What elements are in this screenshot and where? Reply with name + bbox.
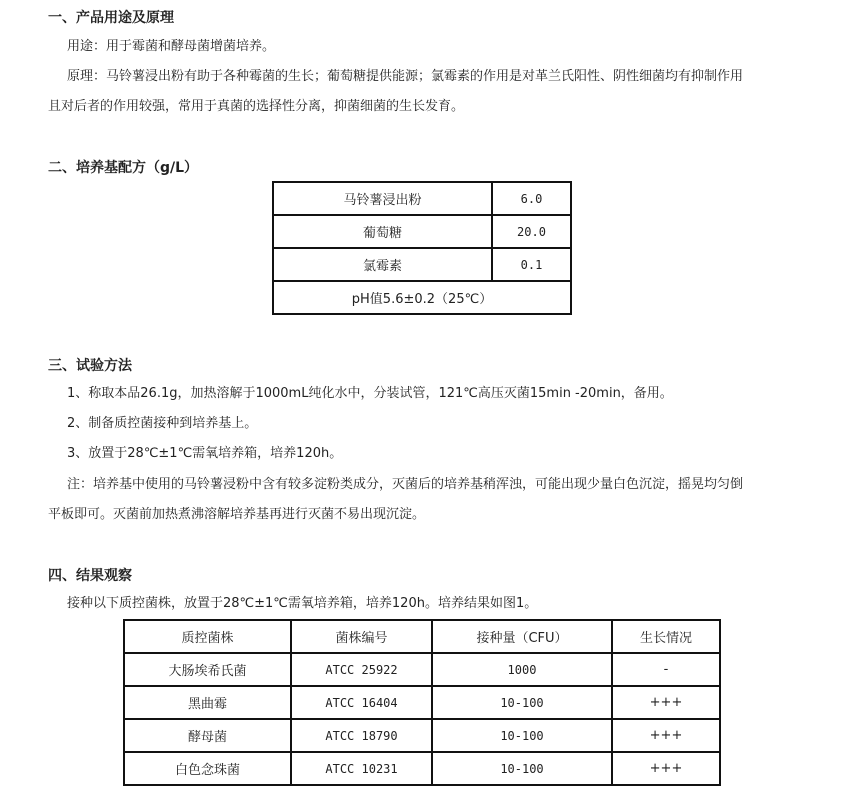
- inoculum-amount: 1000: [432, 653, 612, 686]
- strain-id: ATCC 16404: [291, 686, 432, 719]
- ingredient-name: 葡萄糖: [273, 215, 492, 248]
- method-step-1: 1、称取本品26.1g，加热溶解于1000mL纯化水中，分装试管，121℃高压灭菌15min -20min，备用。: [67, 386, 673, 401]
- header-strain-id: 菌株编号: [291, 620, 432, 653]
- principle-text-line1: 原理：马铃薯浸出粉有助于各种霉菌的生长；葡萄糖提供能源；氯霉素的作用是对革兰氏阳性、阴性细菌均有抑制作用: [67, 69, 744, 84]
- table-row: [124, 719, 720, 752]
- growth-result: +++: [612, 686, 720, 719]
- formula-row: [273, 215, 571, 248]
- strain-id: ATCC 18790: [291, 719, 432, 752]
- note-text-line2: 平板即可。灭菌前加热煮沸溶解培养基再进行灭菌不易出现沉淀。: [48, 507, 426, 522]
- inoculum-amount: 10-100: [432, 752, 612, 785]
- ingredient-name: 马铃薯浸出粉: [273, 182, 492, 215]
- usage-text: 用途：用于霉菌和酵母菌增菌培养。: [67, 39, 276, 54]
- section4-heading: 四、结果观察: [48, 568, 132, 584]
- inoculum-amount: 10-100: [432, 719, 612, 752]
- method-step-2: 2、制备质控菌接种到培养基上。: [67, 416, 258, 431]
- table-row: [124, 653, 720, 686]
- ingredient-amount: 20.0: [492, 215, 571, 248]
- ph-value: pH值5.6±0.2（25℃）: [273, 281, 571, 314]
- table-row: [124, 686, 720, 719]
- ingredient-amount: 0.1: [492, 248, 571, 281]
- strain-id: ATCC 25922: [291, 653, 432, 686]
- formula-row: [273, 248, 571, 281]
- note-text-line1: 注：培养基中使用的马铃薯浸粉中含有较多淀粉类成分，灭菌后的培养基稍浑浊，可能出现少量白色沉淀，摇晃均匀倒: [67, 477, 744, 492]
- growth-result: +++: [612, 719, 720, 752]
- strain-name: 酵母菌: [124, 719, 291, 752]
- results-intro: 接种以下质控菌株，放置于28℃±1℃需氧培养箱，培养120h。培养结果如图1。: [67, 596, 538, 611]
- section2-heading: 二、培养基配方（g/L）: [48, 160, 199, 176]
- results-header-row: [124, 620, 720, 653]
- ingredient-amount: 6.0: [492, 182, 571, 215]
- table-row: [124, 752, 720, 785]
- results-table: [123, 619, 721, 786]
- inoculum-amount: 10-100: [432, 686, 612, 719]
- formula-table: [272, 181, 572, 315]
- strain-name: 大肠埃希氏菌: [124, 653, 291, 686]
- header-strain: 质控菌株: [124, 620, 291, 653]
- header-growth: 生长情况: [612, 620, 720, 653]
- formula-row-ph: [273, 281, 571, 314]
- strain-name: 黑曲霉: [124, 686, 291, 719]
- method-step-3: 3、放置于28℃±1℃需氧培养箱，培养120h。: [67, 446, 343, 461]
- ingredient-name: 氯霉素: [273, 248, 492, 281]
- formula-row: [273, 182, 571, 215]
- header-inoculum: 接种量（CFU）: [432, 620, 612, 653]
- principle-text-line2: 且对后者的作用较强，常用于真菌的选择性分离，抑菌细菌的生长发育。: [48, 99, 465, 114]
- strain-id: ATCC 10231: [291, 752, 432, 785]
- growth-result: -: [612, 653, 720, 686]
- section1-heading: 一、产品用途及原理: [48, 10, 174, 26]
- strain-name: 白色念珠菌: [124, 752, 291, 785]
- section3-heading: 三、试验方法: [48, 358, 132, 374]
- growth-result: +++: [612, 752, 720, 785]
